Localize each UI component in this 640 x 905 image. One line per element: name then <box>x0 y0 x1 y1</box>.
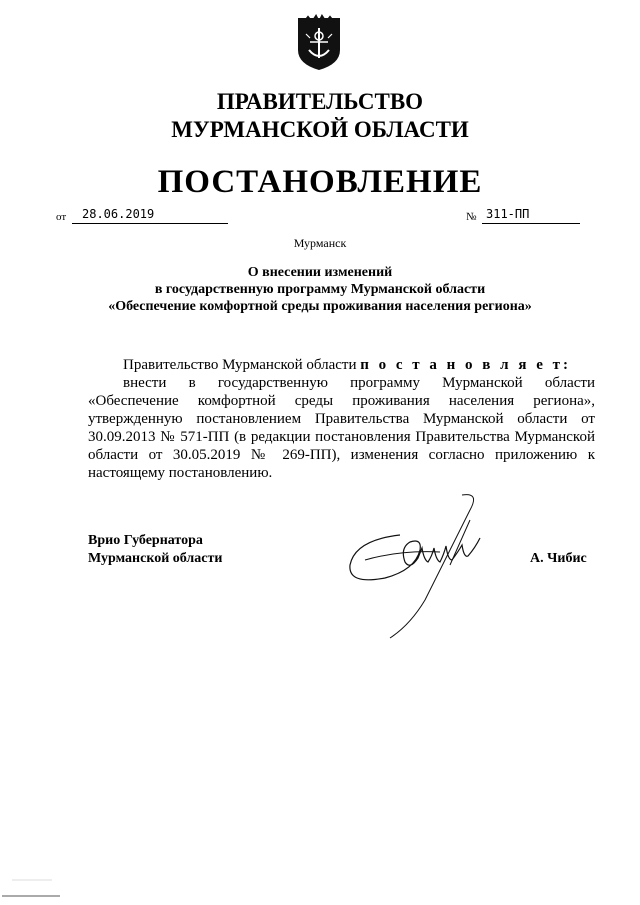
date-underline <box>72 207 228 224</box>
position-line: Врио Губернатора <box>88 533 203 548</box>
decree-body <box>88 356 595 482</box>
subject-line: «Обеспечение комфортной среды проживания населения региона» <box>108 299 532 314</box>
position-line: Мурманской области <box>88 551 223 566</box>
coat-of-arms-icon <box>296 14 342 72</box>
date-value: 28.06.2019 <box>82 207 155 221</box>
government-title-line1: ПРАВИТЕЛЬСТВО <box>216 89 424 114</box>
document-type-title: ПОСТАНОВЛЕНИЕ <box>157 164 483 200</box>
decree-verb: п о с т а н о в л я е т: <box>360 357 571 373</box>
decree-intro <box>88 356 595 374</box>
signatory-position <box>88 532 222 568</box>
body-line: «Обеспечение комфортной среды проживания населения региона», <box>88 393 595 409</box>
city-name: Мурманск <box>293 236 347 250</box>
number-underline <box>482 207 580 224</box>
subject-line: О внесении изменений <box>247 265 393 280</box>
body-line: внести в государственную программу Мурманской области <box>123 375 595 391</box>
signatory-name: А. Чибис <box>530 551 587 566</box>
government-title-line2: МУРМАНСКОЙ ОБЛАСТИ <box>171 117 469 142</box>
body-line: области от 30.05.2019 № 269-ПП), изменения согласно приложению к <box>88 447 595 463</box>
number-prefix: № <box>466 211 477 223</box>
document-subject <box>60 264 580 315</box>
handwritten-signature <box>330 490 510 640</box>
body-line: утвержденную постановлением Правительства Мурманской области от <box>88 411 595 427</box>
subject-line: в государственную программу Мурманской области <box>154 282 486 297</box>
body-line: настоящему постановлению. <box>88 465 273 481</box>
intro-text: Правительство Мурманской области <box>123 357 357 373</box>
scan-edge-marks <box>2 860 62 900</box>
number-value: 311-ПП <box>486 207 530 221</box>
body-line: 30.09.2013 № 571-ПП (в редакции постановления Правительства Мурманской <box>88 429 595 445</box>
date-prefix: от <box>56 211 67 223</box>
